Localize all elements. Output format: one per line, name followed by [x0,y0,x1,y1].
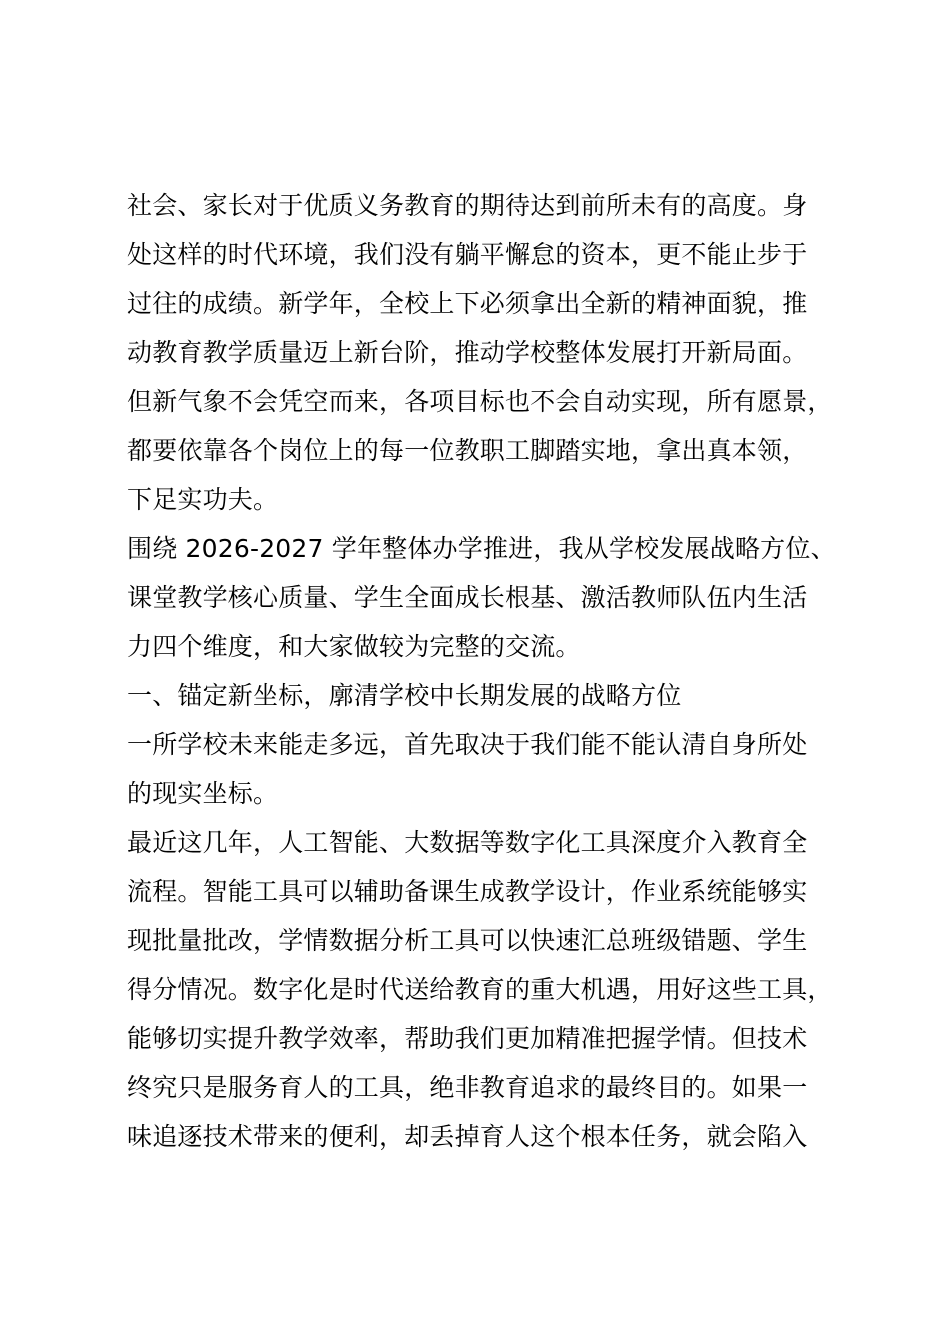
text-line: 动教育教学质量迈上新台阶，推动学校整体发展打开新局面。 [127,338,808,367]
text-line: 一所学校未来能走多远，首先取决于我们能不能认清自身所处 [127,730,808,759]
text-line: 能够切实提升教学效率，帮助我们更加精准把握学情。但技术 [127,1024,808,1053]
text-line: 的现实坐标。 [127,779,279,808]
text-line: 现批量批改，学情数据分析工具可以快速汇总班级错题、学生 [127,926,808,955]
text-line: 力四个维度，和大家做较为完整的交流。 [127,632,581,661]
text-line: 社会、家长对于优质义务教育的期待达到前所未有的高度。身 [127,191,808,220]
document-body [127,181,839,1161]
text-line: 味追逐技术带来的便利，却丢掉育人这个根本任务，就会陷入 [127,1122,808,1151]
text-line: 终究只是服务育人的工具，绝非教育追求的最终目的。如果一 [127,1073,808,1102]
text-line: 处这样的时代环境，我们没有躺平懈怠的资本，更不能止步于 [127,240,808,269]
text-line: 最近这几年，人工智能、大数据等数字化工具深度介入教育全 [127,828,808,857]
text-line: 下足实功夫。 [127,485,279,514]
section-heading: 一、锚定新坐标，廓清学校中长期发展的战略方位 [127,681,682,710]
text-line: 都要依靠各个岗位上的每一位教职工脚踏实地，拿出真本领， [127,436,808,465]
text-line: 课堂教学核心质量、学生全面成长根基、激活教师队伍内生活 [127,583,808,612]
text-line: 得分情况。数字化是时代送给教育的重大机遇，用好这些工具， [127,975,833,1004]
text-line: 过往的成绩。新学年，全校上下必须拿出全新的精神面貌，推 [127,289,808,318]
text-line: 围绕 2026-2027 学年整体办学推进，我从学校发展战略方位、 [127,534,836,563]
text-line: 但新气象不会凭空而来，各项目标也不会自动实现，所有愿景， [127,387,833,416]
text-line: 流程。智能工具可以辅助备课生成教学设计，作业系统能够实 [127,877,808,906]
